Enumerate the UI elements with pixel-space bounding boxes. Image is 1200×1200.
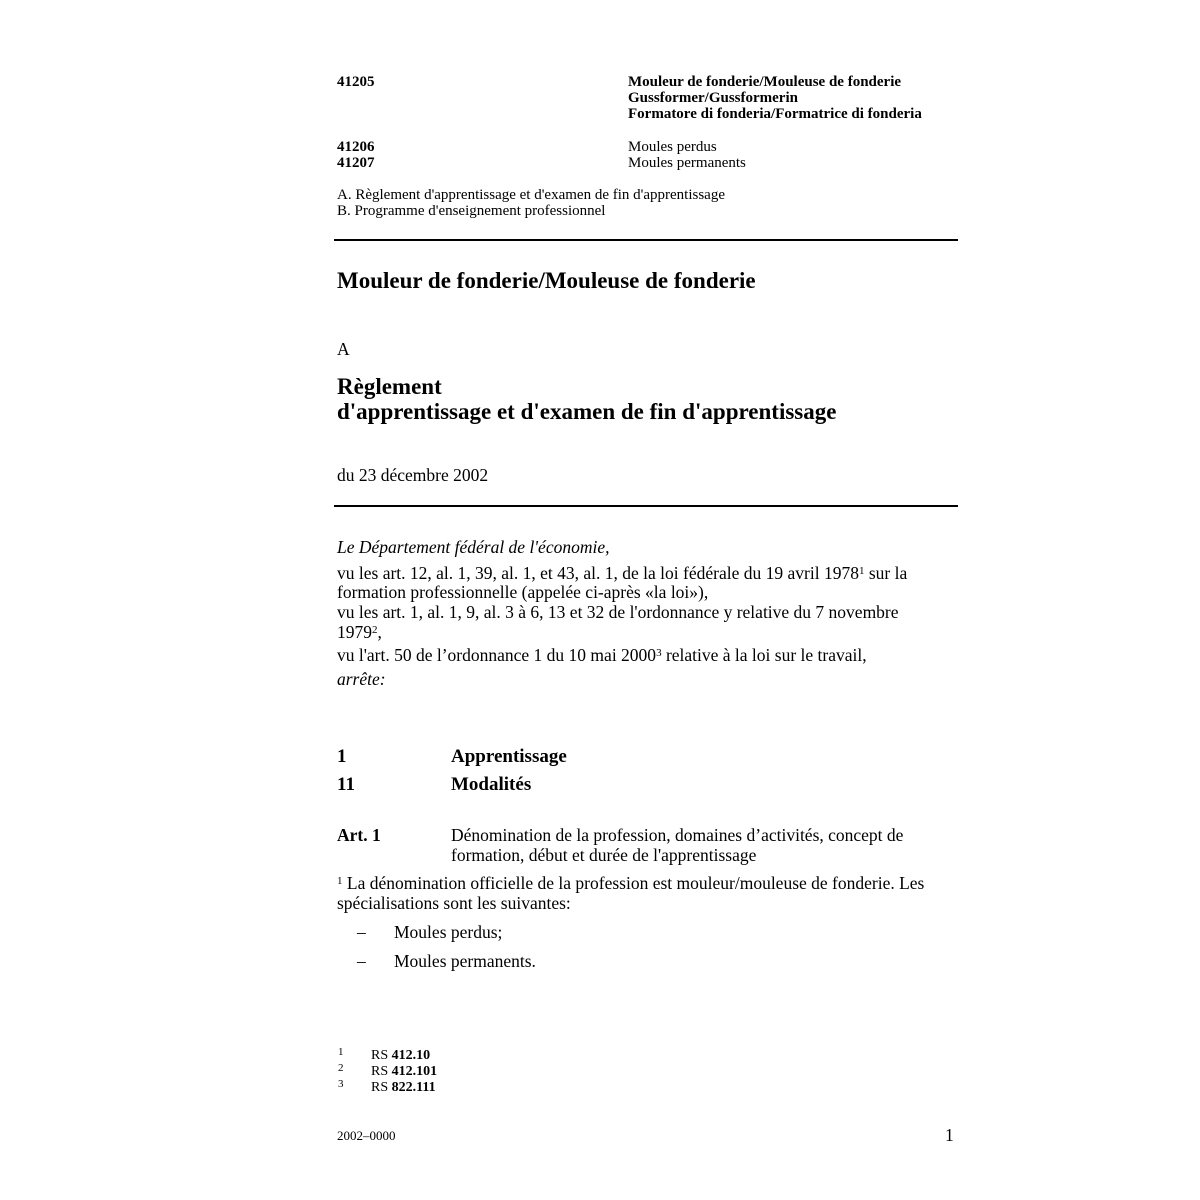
article-heading-line-2: formation, début et durée de l'apprentissage [451,845,757,865]
preamble-authority: Le Département fédéral de l'économie, [337,537,610,557]
footnote-number-3: 3 [338,1078,344,1090]
preamble-line-5: vu l'art. 50 de l’ordonnance 1 du 10 mai 2000$^3$ relative à la loi sur le travail, [337,645,867,665]
section-title-1: Apprentissage [451,746,567,767]
list-item-2: Moules permanents. [394,951,536,971]
footnote-number-2: 2 [338,1062,344,1074]
footnote-1: RS 412.10 [371,1048,431,1063]
spec-label-1: Moules perdus [628,139,717,155]
article-heading-line-1: Dénomination de la profession, domaines d’activités, concept de [451,825,904,845]
header-title-it: Formatore di fonderia/Formatrice di fonderia [628,106,922,122]
footer-page-number: 1 [945,1125,954,1145]
section-number-11: 11 [337,774,355,795]
part-a-line: A. Règlement d'apprentissage et d'examen de fin d'apprentissage [337,187,725,203]
header-title-fr: Mouleur de fonderie/Mouleuse de fonderie [628,74,902,90]
preamble-line-1: vu les art. 12, al. 1, 39, al. 1, et 43, al. 1, de la loi fédérale du 19 avril 1978$^1$ sur la [337,563,908,583]
subtitle-line-1: Règlement [337,374,442,399]
part-b-line: B. Programme d'enseignement professionnel [337,203,606,219]
section-title-11: Modalités [451,774,532,795]
section-number-1: 1 [337,746,347,767]
footnote-number-1: 1 [338,1046,344,1058]
regulation-date: du 23 décembre 2002 [337,465,489,485]
subtitle-line-2: d'apprentissage et d'examen de fin d'apprentissage [337,399,837,424]
footer-doc-number: 2002–0000 [337,1128,396,1143]
list-bullet-2: – [357,951,366,971]
paragraph-line-2: spécialisations sont les suivantes: [337,893,571,913]
header-code-main: 41205 [337,74,375,90]
list-bullet-1: – [357,922,366,942]
paragraph-number: 1 [337,875,343,887]
footnote-ref-1: 1 [858,565,865,577]
preamble-line-3: vu les art. 1, al. 1, 9, al. 3 à 6, 13 et 32 de l'ordonnance y relative du 7 novembre [337,602,899,622]
spec-code-1: 41206 [337,139,375,155]
preamble-line-2: formation professionnelle (appelée ci-après «la loi»), [337,582,709,602]
preamble-line-4: 1979$^2$, [337,622,382,642]
spec-code-2: 41207 [337,155,375,171]
list-item-1: Moules perdus; [394,922,503,942]
article-label: Art. 1 [337,825,381,845]
top-rule [334,239,958,241]
footnote-3: RS 822.111 [371,1080,436,1095]
footnote-2: RS 412.101 [371,1064,438,1079]
preamble-decision: arrête: [337,669,386,689]
part-letter: A [337,339,350,359]
footnote-ref-3: 3 [656,647,662,659]
page-title: Mouleur de fonderie/Mouleuse de fonderie [337,268,756,293]
header-title-de: Gussformer/Gussformerin [628,90,798,106]
middle-rule [334,505,958,507]
spec-label-2: Moules permanents [628,155,746,171]
paragraph-line-1: $^1$ La dénomination officielle de la profession est mouleur/mouleuse de fonderie. Les [337,873,925,893]
footnote-ref-2: 2 [372,624,378,636]
